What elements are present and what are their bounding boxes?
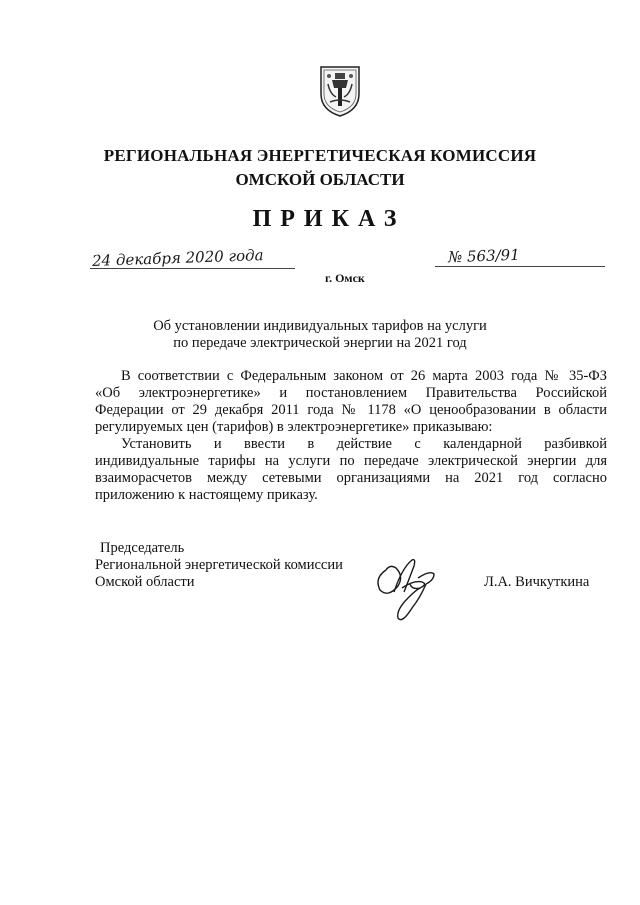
org-name-line2: ОМСКОЙ ОБЛАСТИ [235,170,405,189]
org-name-line1: РЕГИОНАЛЬНАЯ ЭНЕРГЕТИЧЕСКАЯ КОМИССИЯ [103,146,537,165]
handwritten-date: 24 декабря 2020 года [91,246,264,270]
signatory-position-line1: Председатель [100,540,185,556]
signatory-position-line2: Региональной энергетической комиссии [95,557,343,573]
body-line: «Об электроэнергетике» и постановлением Правительства Российской [95,385,607,401]
body-line: В соответствии с Федеральным законом от 26 марта 2003 года № 35-ФЗ [121,368,607,384]
body-line: индивидуальные тарифы на услуги по передаче электрической энергии для [95,453,607,469]
doc-type-heading: ПРИКАЗ [252,206,406,232]
body-line: регулируемых цен (тарифов) в электроэнергетике» приказываю: [95,419,493,435]
order-title-line1: Об установлении индивидуальных тарифов на услуги [153,318,487,334]
order-title-line2: по передаче электрической энергии на 2021 год [173,335,467,351]
handwritten-signature [368,548,448,628]
city-label: г. Омск [325,271,365,285]
coat-of-arms-emblem [318,64,362,118]
order-body [95,368,607,504]
signatory-position-line3: Омской области [95,574,195,590]
date-underline [90,268,295,269]
body-line: приложению к настоящему приказу. [95,487,318,503]
body-line: Федерации от 29 декабря 2011 года № 1178 «О ценообразовании в области [95,402,607,418]
body-line: Установить и ввести в действие с календарной разбивкой [121,436,607,452]
signatory-name: Л.А. Вичкуткина [484,574,590,590]
handwritten-number: № 563/91 [447,245,521,267]
number-underline [435,266,605,267]
body-line: взаиморасчетов между сетевыми организациями на 2021 год согласно [95,470,607,486]
